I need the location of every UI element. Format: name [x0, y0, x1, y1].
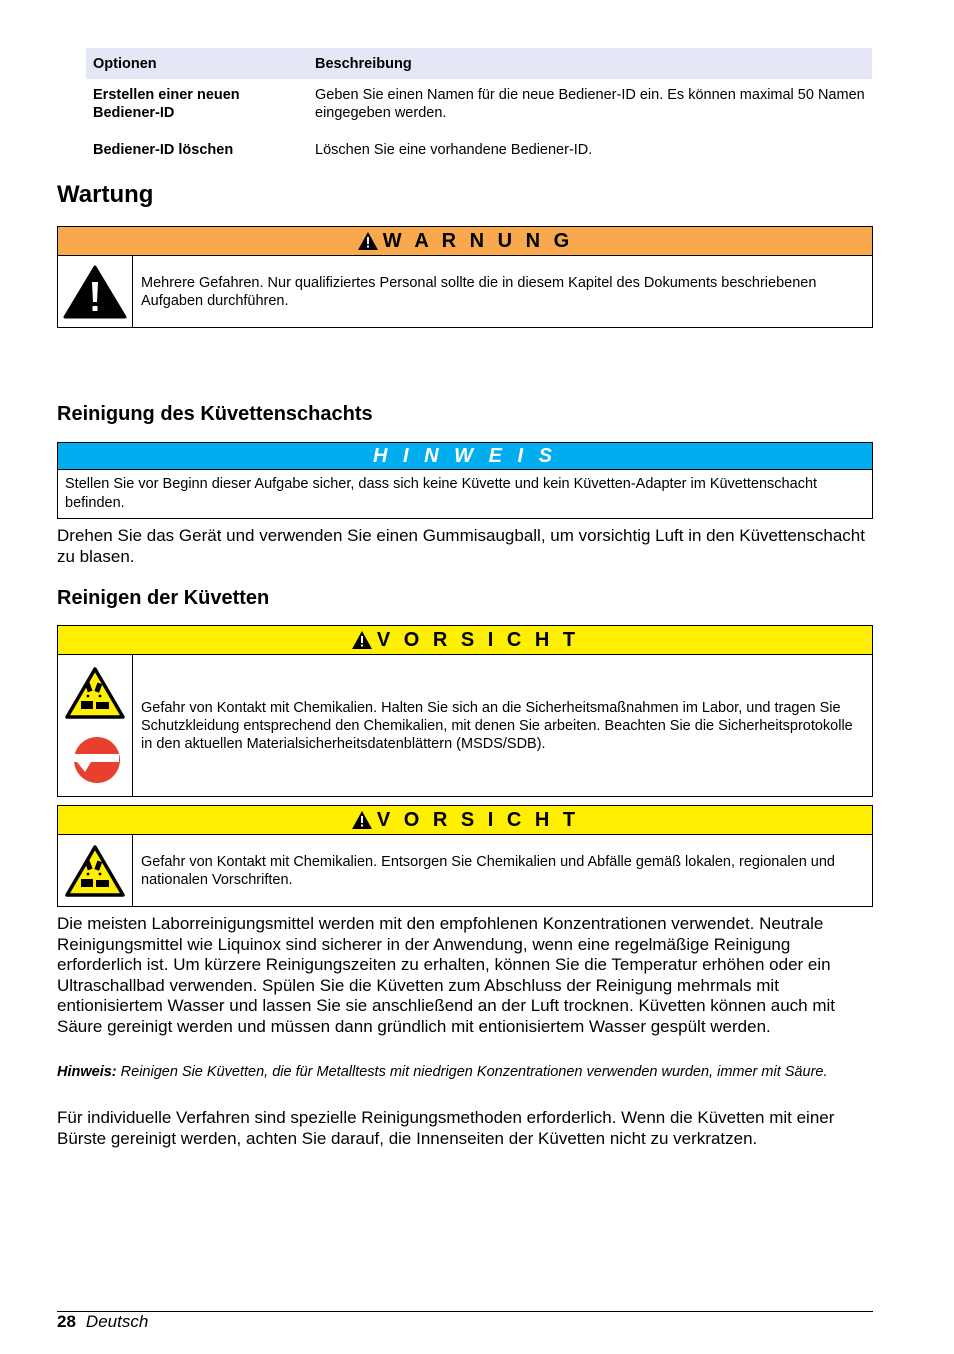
notice-box	[57, 442, 873, 519]
warning-label: W A R N U N G	[382, 229, 574, 252]
warning-triangle-icon	[357, 231, 379, 251]
table-cell-option: Bediener-ID löschen	[93, 142, 234, 158]
caution-header	[58, 806, 872, 835]
caution-text: Gefahr von Kontakt mit Chemikalien. Entsorgen Sie Chemikalien und Abfälle gemäß lokalen, regionalen und nationalen Vorschriften.	[141, 853, 835, 888]
table-cell-description: Löschen Sie eine vorhandene Bediener-ID.	[315, 142, 593, 158]
warning-triangle-icon	[351, 810, 373, 830]
caution-header	[58, 626, 872, 655]
subsection-title-cuvette-chamber: Reinigung des Küvettenschachts	[57, 403, 373, 425]
subsection-title-cleaning-cuvettes: Reinigen der Küvetten	[57, 587, 270, 609]
table-header-options: Optionen	[86, 48, 308, 79]
warning-icon-cell	[58, 256, 133, 327]
paragraph: Drehen Sie das Gerät und verwenden Sie einen Gummisaugball, um vorsichtig Luft in den Küvettenschacht zu blasen.	[57, 526, 865, 566]
caution-icon-cell	[58, 835, 133, 906]
hint-note	[57, 1063, 867, 1082]
chemical-hazard-icon	[64, 666, 126, 720]
general-hazard-icon	[63, 264, 127, 320]
table-header-description: Beschreibung	[308, 48, 872, 79]
caution-label: V O R S I C H T	[376, 808, 580, 831]
table-row	[86, 135, 872, 159]
paragraph: Die meisten Laborreinigungsmittel werden mit den empfohlenen Konzentrationen verwendet. Neutrale Reinigungsmittel wie Liquinox sind sicherer in der Anwendung, wenn eine regelmäßige Reinigung erforderlich ist. Um kürzere Reinigungszeiten zu erhalten, können Sie die Temperatur erhöhen oder ein Ultraschallbad verwenden. Spülen Sie die Küvetten zum Abschluss der Reinigung mehrmals mit entionisiertem Wasser und lassen Sie sie anschließend an der Luft trocknen. Küvetten können auch mit Säure gereinigt werden und müssen dann gründlich mit entionisiertem Wasser gespült werden.	[57, 914, 836, 1036]
paragraph: Für individuelle Verfahren sind spezielle Reinigungsmethoden erforderlich. Wenn die Küvetten mit einer Bürste gereinigt werden, achten Sie darauf, die Innenseiten der Küvetten nicht zu verkratzen.	[57, 1108, 835, 1148]
options-table	[86, 48, 872, 159]
warning-header	[58, 227, 872, 256]
page-number: 28	[57, 1312, 76, 1331]
protective-gear-icon	[69, 732, 121, 786]
footer-divider	[57, 1311, 873, 1312]
warning-triangle-icon	[351, 630, 373, 650]
warning-box	[57, 226, 873, 328]
caution-box	[57, 625, 873, 797]
caution-icon-cell	[58, 655, 133, 796]
notice-label: H I N W E I S	[58, 443, 872, 470]
caution-label: V O R S I C H T	[376, 628, 580, 651]
caution-text: Gefahr von Kontakt mit Chemikalien. Halten Sie sich an die Sicherheitsmaßnahmen im Labor, und tragen Sie Schutzkleidung entsprechend den Chemikalien, mit denen Sie arbeiten. Beachten Sie die Sicherheitsprotokolle in den aktuellen Materialsicherheitsdatenblättern (MSDS/SDB).	[141, 699, 853, 752]
section-title: Wartung	[57, 181, 154, 208]
hint-label: Hinweis:	[57, 1064, 117, 1080]
table-row	[86, 79, 872, 135]
warning-text: Mehrere Gefahren. Nur qualifiziertes Personal sollte die in diesem Kapitel des Dokuments beschriebenen Aufgaben durchführen.	[141, 274, 817, 309]
table-cell-description: Geben Sie einen Namen für die neue Bediener-ID ein. Es können maximal 50 Namen eingegeben werden.	[315, 87, 865, 121]
hint-text: Reinigen Sie Küvetten, die für Metalltests mit niedrigen Konzentrationen verwenden wurden, immer mit Säure.	[116, 1064, 828, 1080]
footer-language: Deutsch	[85, 1312, 149, 1331]
caution-box	[57, 805, 873, 907]
table-cell-option: Erstellen einer neuen Bediener-ID	[93, 87, 240, 121]
chemical-hazard-icon	[64, 844, 126, 898]
page-footer	[57, 1312, 148, 1332]
notice-text: Stellen Sie vor Beginn dieser Aufgabe sicher, dass sich keine Küvette und kein Küvetten-Adapter im Küvettenschacht befinden.	[65, 476, 818, 511]
